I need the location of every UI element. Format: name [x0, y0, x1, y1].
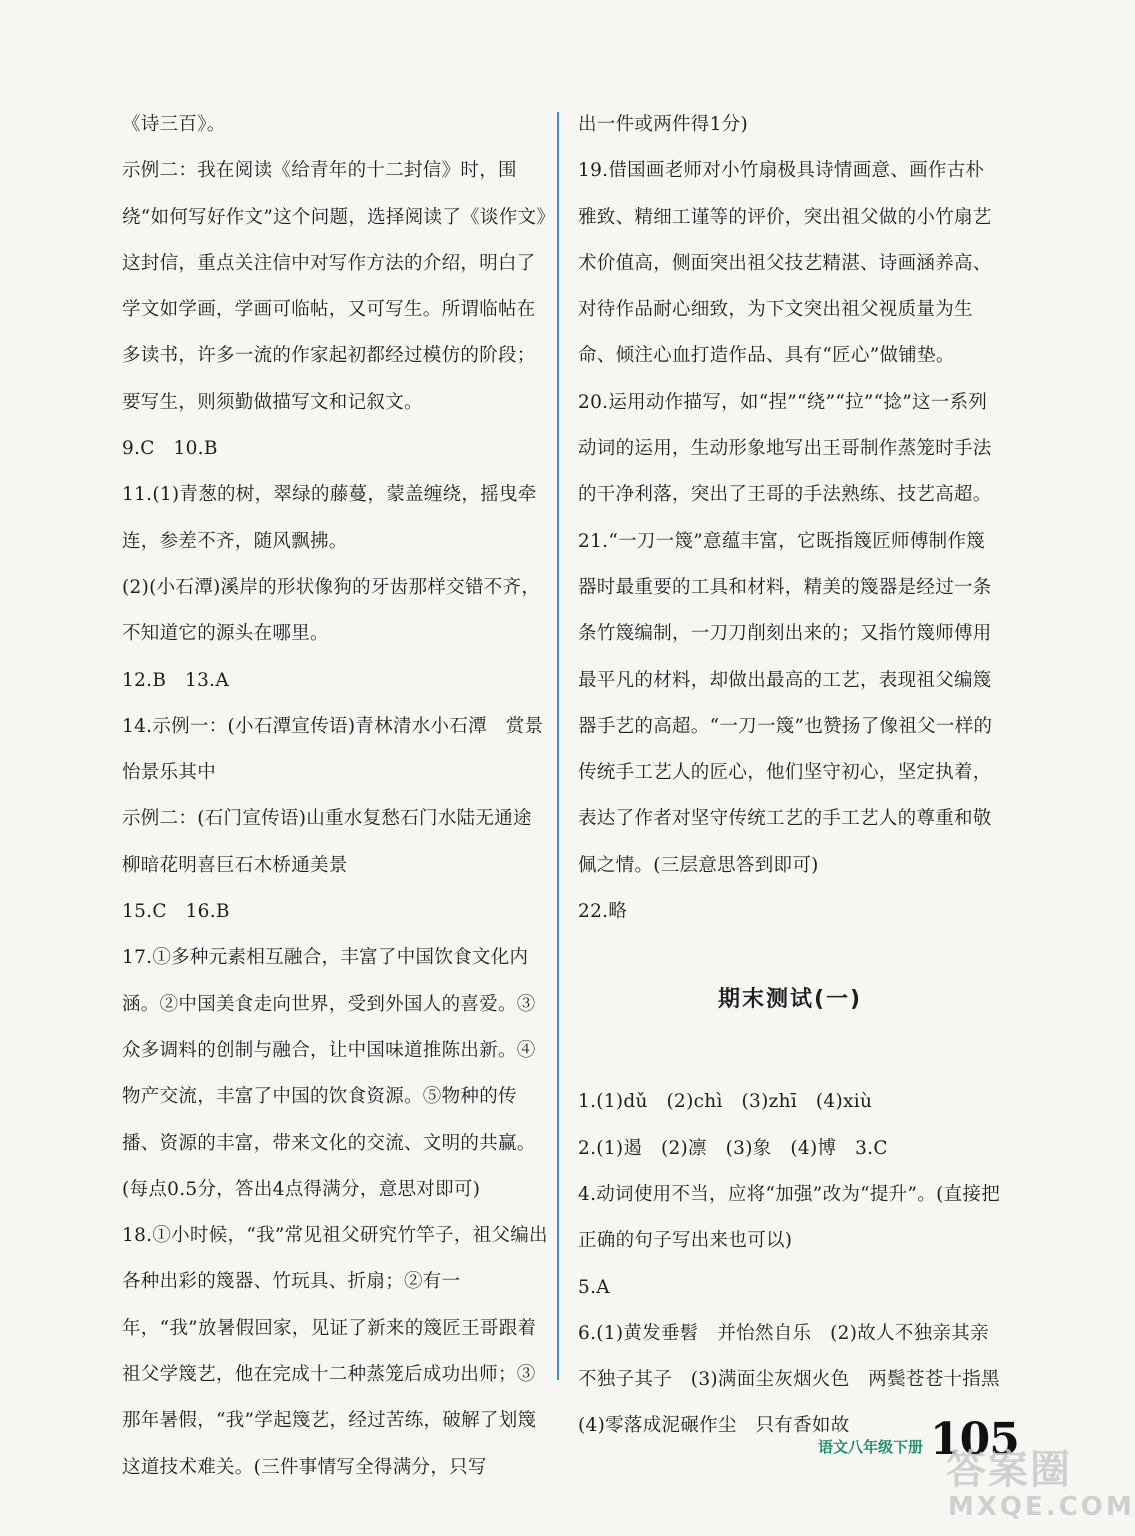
answer-paragraph: 19.借国画老师对小竹扇极具诗情画意、画作古朴雅致、精细工谨等的评价，突出祖父做的小竹扇艺术价值高，侧面突出祖父技艺精湛、诗画涵养高、对待作品耐心细致，为下文突出祖父视质量为生命、倾注心血打造作品、具有“匠心”做铺垫。	[578, 160, 992, 367]
page-number: 105	[930, 1414, 1019, 1465]
answer-paragraph: 4.动词使用不当，应将“加强”改为“提升”。(直接把正确的句子写出来也可以)	[578, 1183, 1001, 1252]
section-title: 期末测试(一)	[717, 987, 863, 1013]
answer-paragraph: 22.略	[578, 901, 628, 923]
answer-paragraph: 18.①小时候，“我”常见祖父研究竹竿子，祖父编出各种出彩的篾器、竹玩具、折扇；②有一年，“我”放暑假回家，见证了新来的篾匠王哥跟着祖父学篾艺，他在完成十二种蒸笼后成功出师；③那年暑假，“我”学起篾艺，经过苦练，破解了划篾这道技术难关。(三件事情写全得满分，只写	[122, 1225, 548, 1478]
answer-paragraph: 20.运用动作描写，如“捏”“绕”“拉”“捻”这一系列动词的运用，生动形象地写出王哥制作蒸笼时手法的干净利落，突出了王哥的手法熟练、技艺高超。	[578, 391, 992, 506]
watermark-logo	[928, 1447, 1135, 1528]
answer-paragraph: 12.B 13.A	[122, 669, 229, 691]
answer-paragraph: 出一件或两件得1分)	[578, 114, 748, 135]
left-column	[122, 102, 551, 1491]
right-column	[578, 102, 1019, 1450]
watermark-url: MXQE.COM	[948, 1492, 1135, 1522]
answer-paragraph: 示例二：我在阅读《给青年的十二封信》时，围绕“如何写好作文”这个问题，选择阅读了《谈作文》这封信，重点关注信中对写作方法的介绍，明白了学文如学画，学画可临帖，又可写生。所谓临帖在多读书，许多一流的作家起初都经过模仿的阶段；要写生，则须勤做描写文和记叙文。	[122, 160, 546, 413]
answer-paragraph: 9.C 10.B	[122, 438, 218, 460]
footer-book-label: 语文八年级下册	[818, 1438, 924, 1456]
watermark-text: 答案圈	[946, 1447, 1072, 1493]
answer-paragraph: 5.A	[578, 1276, 610, 1298]
answer-paragraph: (2)(小石潭)溪岸的形状像狗的牙齿那样交错不齐，不知道它的源头在哪里。	[122, 576, 541, 645]
answer-paragraph: 11.(1)青葱的树，翠绿的藤蔓，蒙盖缠绕，摇曳牵连，参差不齐，随风飘拂。	[122, 484, 537, 552]
column-divider	[557, 112, 559, 1380]
answer-paragraph: 6.(1)黄发垂髫 并怡然自乐 (2)故人不独亲其亲 不独子其子 (3)满面尘灰烟火色 两鬓苍苍十指黑 (4)零落成泥碾作尘 只有香如故	[578, 1322, 1019, 1437]
answer-paragraph: 《诗三百》。	[122, 114, 226, 135]
answer-paragraph: 15.C 16.B	[122, 901, 230, 923]
answer-paragraph: 21.“一刀一篾”意蕴丰富，它既指篾匠师傅制作篾器时最重要的工具和材料，精美的篾器是经过一条条竹篾编制，一刀刀削刻出来的；又指竹篾师傅用最平凡的材料，却做出最高的工艺，表现祖父编篾器手艺的高超。“一刀一篾”也赞扬了像祖父一样的传统手工艺人的匠心，他们坚守初心，坚定执着，表达了作者对坚守传统工艺的手工艺人的尊重和敬佩之情。(三层意思答到即可)	[578, 530, 993, 876]
answer-paragraph: 17.①多种元素相互融合，丰富了中国饮食文化内涵。②中国美食走向世界，受到外国人的喜爱。③众多调料的创制与融合，让中国味道推陈出新。④物产交流，丰富了中国的饮食资源。⑤物种的传播、资源的丰富，带来文化的交流、文明的共赢。(每点0.5分，答出4点得满分，意思对即可)	[122, 947, 536, 1200]
answer-paragraph: 1.(1)dǔ (2)chì (3)zhī (4)xiù	[578, 1091, 873, 1113]
answer-paragraph: 14.示例一：(小石潭宣传语)青林清水小石潭 赏景怡景乐其中	[122, 715, 544, 784]
answer-paragraph: 2.(1)遏 (2)凛 (3)象 (4)博 3.C	[578, 1137, 888, 1159]
answer-paragraph: 示例二：(石门宣传语)山重水复愁石门水陆无通途 柳暗花明喜巨石木桥通美景	[122, 808, 551, 876]
